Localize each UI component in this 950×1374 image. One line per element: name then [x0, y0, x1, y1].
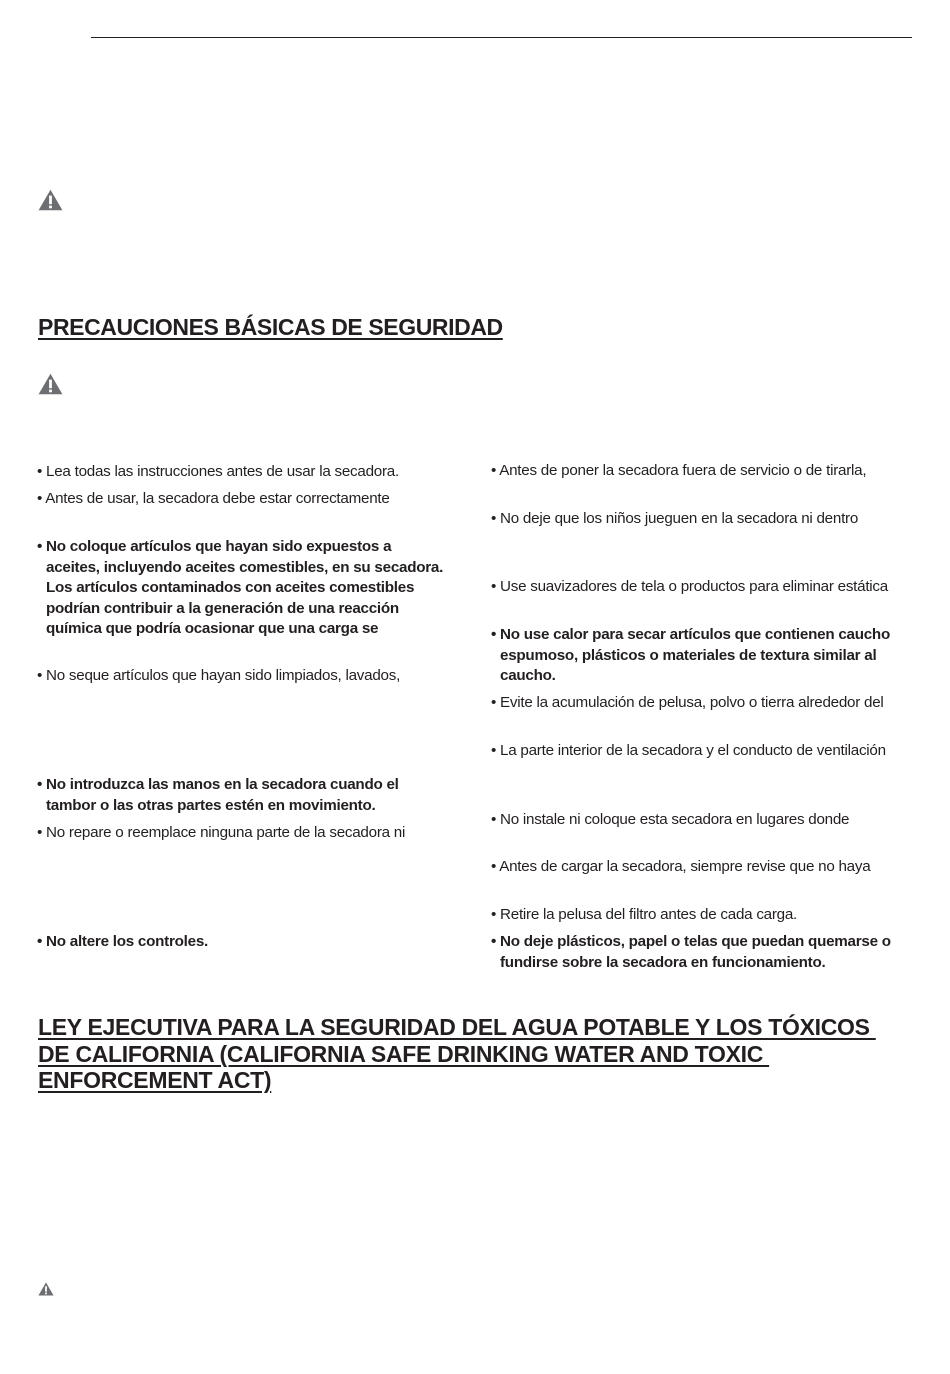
list-item-line: tambor o las otras partes estén en movimiento. — [46, 796, 376, 814]
list-item-line: caucho. — [500, 667, 556, 684]
list-item: • No altere los controles. — [37, 933, 208, 950]
list-item: • Retire la pelusa del filtro antes de cada carga. — [491, 906, 798, 923]
section-title-line: DE CALIFORNIA (CALIFORNIA SAFE DRINKING WATER AND TOXIC — [38, 1040, 770, 1067]
header-rule — [91, 37, 912, 38]
list-item: • No repare o reemplace ninguna parte de la secadora ni — [37, 824, 406, 841]
list-item: • No deje que los niños jueguen en la secadora ni dentro — [491, 510, 859, 527]
list-item-line: fundirse sobre la secadora en funcionamiento. — [500, 953, 826, 971]
section-title-line: LEY EJECUTIVA PARA LA SEGURIDAD DEL AGUA POTABLE Y LOS TÓXICOS — [38, 1014, 876, 1040]
warning-triangle-icon — [38, 373, 63, 395]
list-item-line: química que podría ocasionar que una carga se — [46, 620, 379, 637]
list-item: • La parte interior de la secadora y el conducto de ventilación — [491, 742, 886, 759]
section-title-basic-precautions: PRECAUCIONES BÁSICAS DE SEGURIDAD — [38, 314, 503, 340]
list-item-line: aceites, incluyendo aceites comestibles, en su secadora. — [46, 558, 444, 576]
list-item — [491, 932, 891, 973]
section-title-prop65 — [38, 1014, 918, 1094]
list-item-line: espumoso, plásticos o materiales de textura similar al — [500, 646, 877, 664]
list-item: • Antes de poner la secadora fuera de servicio o de tirarla, — [491, 462, 867, 479]
warning-triangle-icon — [38, 1282, 54, 1296]
list-item: • Use suavizadores de tela o productos para eliminar estática — [491, 578, 888, 595]
list-item: • No instale ni coloque esta secadora en lugares donde — [491, 811, 850, 828]
list-item: • Lea todas las instrucciones antes de usar la secadora. — [37, 463, 399, 480]
list-item-line: Los artículos contaminados con aceites comestibles — [46, 579, 415, 596]
list-item-line: podrían contribuir a la generación de una reacción — [46, 599, 399, 617]
list-item-line: • No introduzca las manos en la secadora cuando el — [37, 776, 399, 793]
warning-triangle-icon — [38, 189, 63, 211]
list-item: • No seque artículos que hayan sido limpiados, lavados, — [37, 667, 401, 684]
list-item — [37, 537, 443, 640]
list-item-line: • No use calor para secar artículos que contienen caucho — [491, 626, 890, 643]
list-item-line: • No deje plásticos, papel o telas que puedan quemarse o — [491, 933, 891, 950]
section-title-line: ENFORCEMENT ACT) — [38, 1067, 272, 1093]
list-item-line: • No coloque artículos que hayan sido expuestos a — [37, 538, 392, 555]
list-item: • Antes de usar, la secadora debe estar correctamente — [37, 490, 390, 507]
list-item — [37, 775, 399, 816]
list-item — [491, 625, 890, 687]
list-item: • Evite la acumulación de pelusa, polvo o tierra alrededor del — [491, 694, 884, 711]
list-item: • Antes de cargar la secadora, siempre revise que no haya — [491, 858, 871, 875]
